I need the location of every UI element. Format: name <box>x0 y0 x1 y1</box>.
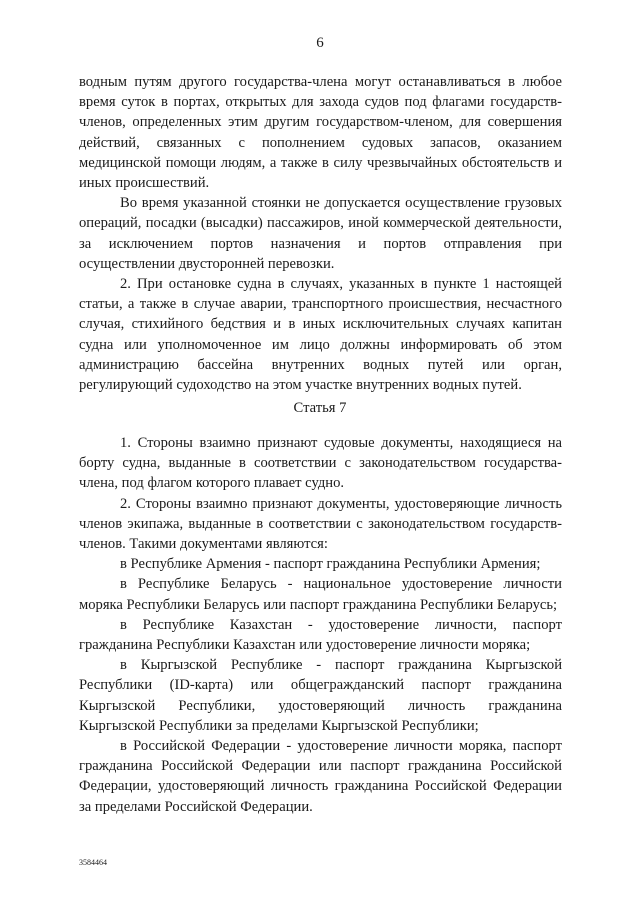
paragraph: водным путям другого государства-члена могут останавливаться в любое время суток в портах, открытых для захода судов под флагами государств-членов, определенных этим другим государством-членом, для совершения действий, связанных с пополнением судовых запасов, оказанием медицинской помощи людям, а также в силу чрезвычайных обстоятельств и иных происшествий. <box>79 74 562 192</box>
list-item: в Республике Казахстан - удостоверение личности, паспорт гражданина Республики Казахстан или удостоверение личности моряка; <box>79 616 562 654</box>
paragraph: Во время указанной стоянки не допускается осуществление грузовых операций, посадки (высадки) пассажиров, иной коммерческой деятельности, за исключением портов назначения и портов отправления при осуществлении двусторонней перевозки. <box>79 195 562 272</box>
article-heading: Статья 7 <box>293 400 347 416</box>
list-item: в Кыргызской Республике - паспорт гражданина Кыргызской Республики (ID-карта) или общегражданский паспорт гражданина Кыргызской Республики, удостоверяющий личность гражданина Кыргызской Республики за пределами Кыргызской Республики; <box>79 657 562 734</box>
paragraph: 2. При остановке судна в случаях, указанных в пункте 1 настоящей статьи, а также в случае аварии, транспортного происшествия, несчастного случая, стихийного бедствия и в иных исключительных случаях капитан судна или уполномоченное им лицо должны информировать об этом администрацию бассейна внутренних водных путей или орган, регулирующий судоходство на этом участке внутренних водных путей. <box>79 276 562 394</box>
document-code: 3584464 <box>79 858 107 867</box>
page-number: 6 <box>316 35 324 51</box>
list-item: в Республике Армения - паспорт гражданина Республики Армения; <box>120 556 541 573</box>
section-1-text <box>79 72 562 395</box>
list-item: в Российской Федерации - удостоверение личности моряка, паспорт гражданина Российской Федерации или паспорт гражданина Российской Федерации, удостоверяющий личность гражданина Российской Федерации за пределами Российской Федерации. <box>79 738 562 815</box>
list-item: в Республике Беларусь - национальное удостоверение личности моряка Республики Беларусь или паспорт гражданина Республики Беларусь; <box>79 576 562 613</box>
paragraph: 2. Стороны взаимно признают документы, удостоверяющие личность членов экипажа, выданные в соответствии с законодательством государств-членов. Такими документами являются: <box>79 495 562 553</box>
section-2-text <box>79 433 562 817</box>
paragraph: 1. Стороны взаимно признают судовые документы, находящиеся на борту судна, выданные в соответствии с законодательством государства-члена, под флагом которого плавает судно. <box>79 435 562 492</box>
